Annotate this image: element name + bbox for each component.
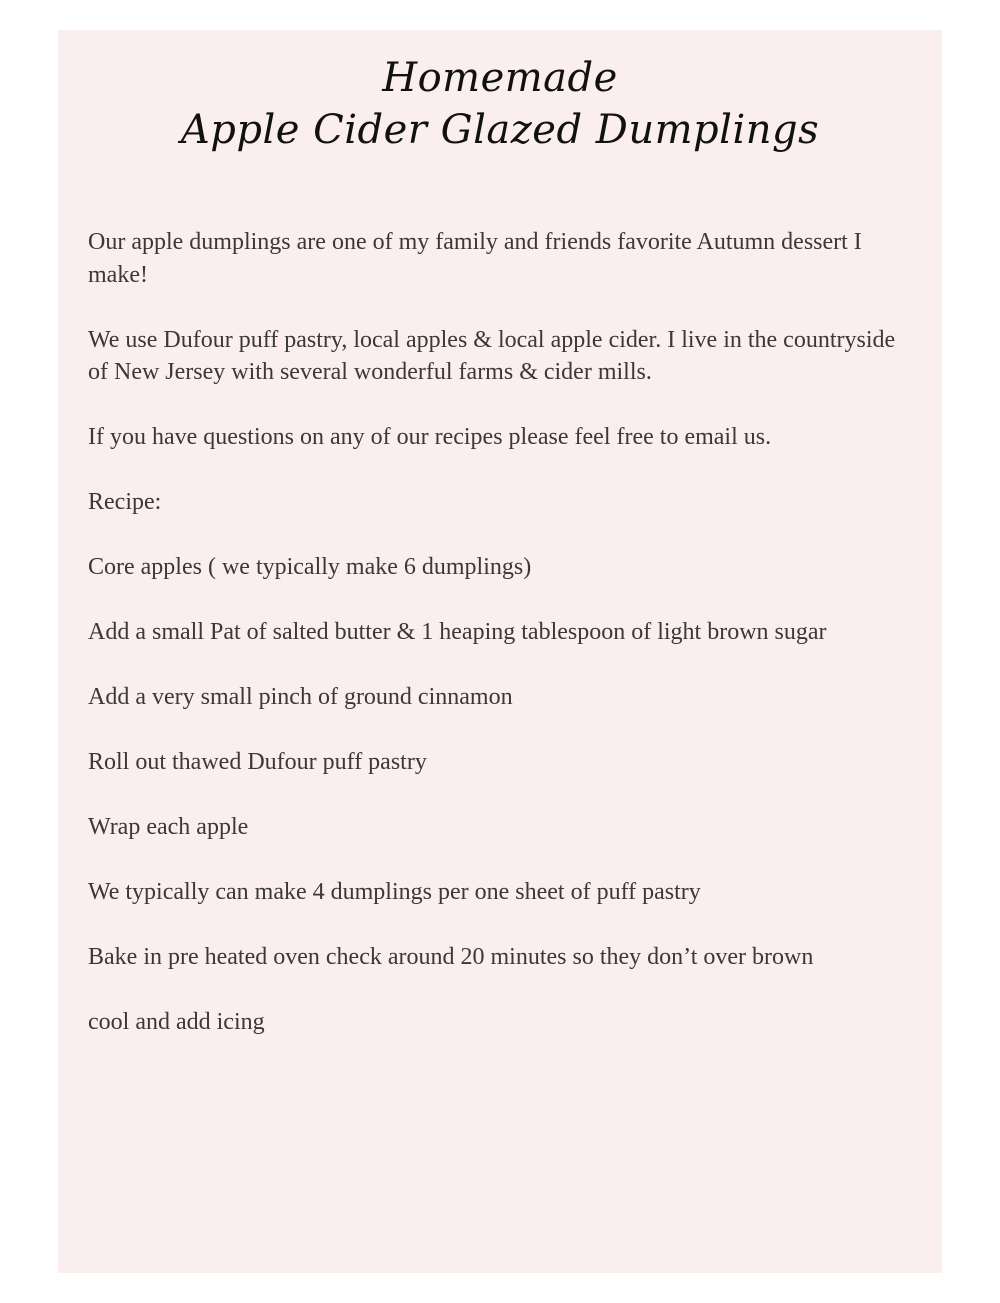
recipe-heading: Recipe:	[88, 489, 162, 515]
recipe-body	[88, 226, 898, 1071]
step-wrap-apple: Wrap each apple	[88, 814, 249, 840]
step-dumplings-per-sheet: We typically can make 4 dumplings per one sheet of puff pastry	[88, 879, 701, 905]
step-core-apples: Core apples ( we typically make 6 dumplings)	[88, 554, 532, 580]
step-bake: Bake in pre heated oven check around 20 minutes so they don’t over brown	[88, 944, 814, 970]
intro-paragraph: Our apple dumplings are one of my family and friends favorite Autumn dessert I make!	[88, 229, 862, 288]
title-line-2: Apple Cider Glazed Dumplings	[180, 107, 820, 153]
step-cool-icing: cool and add icing	[88, 1009, 265, 1035]
recipe-title	[0, 52, 1000, 156]
contact-paragraph: If you have questions on any of our recipes please feel free to email us.	[88, 424, 772, 450]
title-line-1: Homemade	[382, 55, 618, 101]
step-add-butter-sugar: Add a small Pat of salted butter & 1 heaping tablespoon of light brown sugar	[88, 619, 827, 645]
ingredients-note-paragraph: We use Dufour puff pastry, local apples & local apple cider. I live in the countryside of New Jersey with several wonderful farms & cider mills.	[88, 326, 896, 385]
step-add-cinnamon: Add a very small pinch of ground cinnamon	[88, 684, 513, 710]
step-roll-pastry: Roll out thawed Dufour puff pastry	[88, 749, 427, 775]
